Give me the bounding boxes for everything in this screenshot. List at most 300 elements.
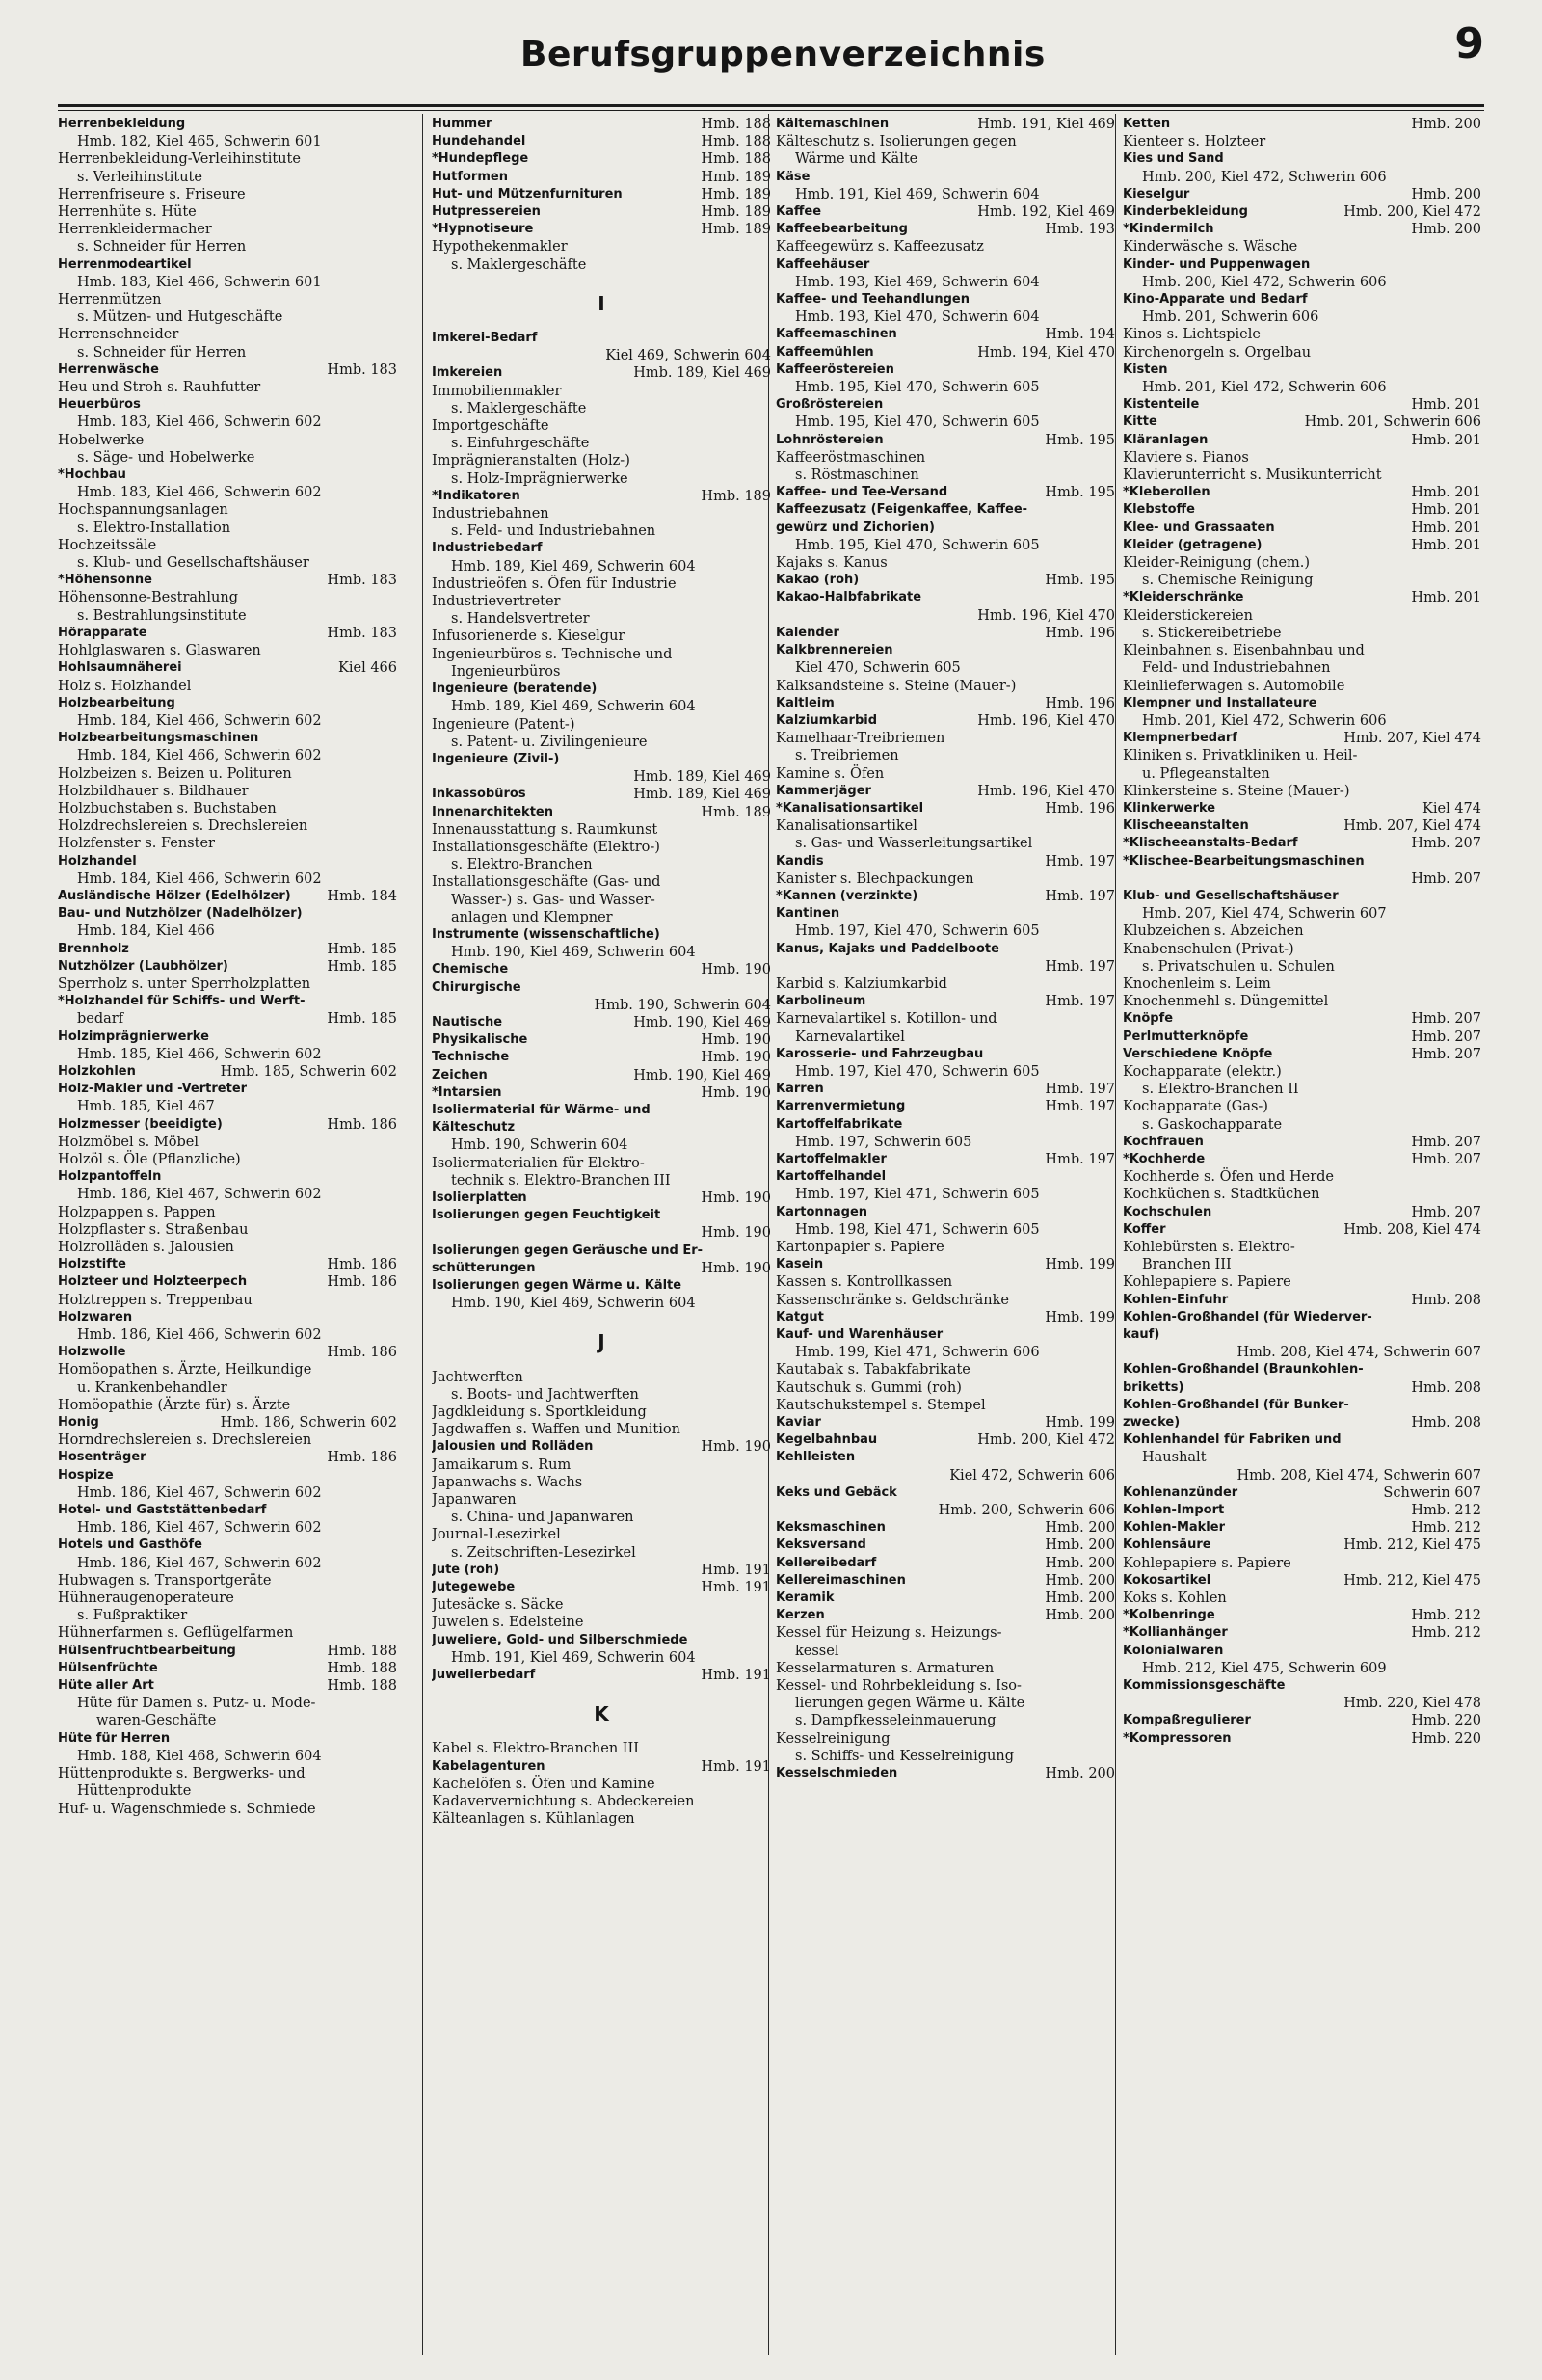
entry-reference: Hmb. 207 (1411, 1046, 1481, 1062)
directory-entry (58, 941, 397, 958)
entry-line: Hmb. 183, Kiel 466, Schwerin 601 (77, 274, 322, 290)
entry-reference: Hmb. 194 (1045, 327, 1115, 343)
entry-label: Perlmutterknöpfe (1123, 1029, 1249, 1044)
entry-reference: Hmb. 207 (1411, 1029, 1481, 1045)
entry-reference: Hmb. 185, Schwerin 602 (220, 1063, 397, 1080)
entry-heading: Kaffee- und Teehandlungen (776, 292, 970, 308)
entry-line: Kohlepapiere s. Papiere (1123, 1274, 1291, 1291)
entry-reference: Hmb. 201 (1411, 590, 1481, 606)
entry-line: Infusorienerde s. Kieselgur (432, 628, 625, 645)
entry-heading: Holzbearbeitungsmaschinen (58, 731, 259, 746)
entry-reference: Hmb. 200 (1045, 1608, 1115, 1624)
entry-heading: Industriebedarf (432, 541, 543, 556)
entry-label: Verschiedene Knöpfe (1123, 1046, 1273, 1061)
entry-reference: Hmb. 188 (701, 117, 771, 132)
directory-entry (1123, 116, 1481, 133)
directory-entry (776, 432, 1115, 449)
directory-entry (1123, 186, 1481, 203)
entry-heading: Kinder- und Puppenwagen (1123, 256, 1311, 272)
entry-label: Kaltleim (776, 695, 835, 710)
directory-entry (432, 1260, 771, 1277)
entry-line: Kinderwäsche s. Wäsche (1123, 239, 1298, 255)
entry-label: Hutformen (432, 169, 508, 184)
entry-line: Holzpflaster s. Straßenbau (58, 1221, 249, 1238)
directory-entry (1123, 1134, 1481, 1151)
entry-heading: Isolierungen gegen Feuchtigkeit (432, 1208, 661, 1223)
entry-heading: Kommissionsgeschäfte (1123, 1678, 1286, 1694)
entry-line: Herrenfriseure s. Friseure (58, 186, 246, 202)
entry-line: Industriebahnen (432, 506, 549, 522)
directory-entry (776, 203, 1115, 221)
entry-reference: Hmb. 183 (327, 361, 397, 378)
entry-line: Kleinlieferwagen s. Automobile (1123, 678, 1345, 694)
entry-label: Kältemaschinen (776, 117, 890, 131)
entry-heading: Herrenbekleidung (58, 117, 186, 131)
entry-heading: Juweliere, Gold- und Silberschmiede (432, 1632, 688, 1647)
entry-line: Holzrolläden s. Jalousien (58, 1240, 234, 1255)
entry-label: Holzwolle (58, 1345, 126, 1360)
entry-reference: Hmb. 212, Kiel 475 (1343, 1572, 1481, 1589)
entry-line: s. Elektro-Branchen II (1142, 1082, 1299, 1098)
entry-reference: Hmb. 197 (1045, 1151, 1115, 1167)
entry-reference: Hmb. 184 (327, 888, 397, 904)
directory-entry (58, 1116, 397, 1134)
directory-column-2 (432, 116, 771, 2352)
entry-line: Industrievertreter (432, 594, 561, 610)
entry-line: Holzdrechslereien s. Drechslereien (58, 818, 308, 835)
directory-entry (1123, 1151, 1481, 1168)
entry-label: Kaffeemaschinen (776, 327, 897, 342)
entry-reference: Hmb. 200 (1045, 1766, 1115, 1782)
entry-line: Kaffeeröstmaschinen (776, 449, 926, 466)
entry-line: Homöopathie (Ärzte für) s. Ärzte (58, 1397, 291, 1413)
entry-line: Hmb. 186, Kiel 466, Schwerin 602 (77, 1327, 322, 1344)
entry-line: waren-Geschäfte (96, 1713, 217, 1729)
entry-reference: Hmb. 200, Kiel 472 (1343, 204, 1481, 221)
entry-reference: Hmb. 189, Kiel 469 (633, 787, 771, 803)
entry-reference: Hmb. 189 (701, 804, 771, 820)
directory-entry (58, 1449, 397, 1466)
entry-line: s. Chemische Reinigung (1142, 573, 1314, 589)
entry-reference: Hmb. 196 (1045, 800, 1115, 816)
directory-entry (1123, 1204, 1481, 1221)
directory-entry (1123, 414, 1481, 431)
page-title: Berufsgruppenverzeichnis (520, 35, 1046, 74)
entry-line: Holzpappen s. Pappen (58, 1204, 216, 1220)
entry-line: Hmb. 201, Kiel 472, Schwerin 606 (1142, 712, 1387, 729)
entry-label: Kohlen-Einfuhr (1123, 1292, 1229, 1307)
entry-reference: Hmb. 191 (701, 1580, 771, 1596)
directory-entry (1123, 1046, 1481, 1063)
entry-heading: Bau- und Nutzhölzer (Nadelhölzer) (58, 906, 303, 922)
entry-line: Immobilienmakler (432, 383, 562, 399)
directory-entry (1123, 1624, 1481, 1642)
entry-line: technik s. Elektro-Branchen III (451, 1172, 671, 1189)
directory-entry (1123, 484, 1481, 501)
entry-line: Kadaververnichtung s. Abdeckereien (432, 1794, 695, 1810)
entry-line: Herrenmützen (58, 292, 162, 308)
entry-reference: Hmb. 191 (701, 1562, 771, 1578)
directory-entry (776, 1081, 1115, 1098)
entry-label: Lohnröstereien (776, 432, 884, 447)
entry-reference: Hmb. 197 (1045, 958, 1115, 975)
entry-label: Kammerjäger (776, 783, 871, 798)
entry-line: Kochküchen s. Stadtküchen (1123, 1187, 1320, 1203)
entry-label: Jalousien und Rolläden (432, 1439, 594, 1455)
entry-heading: Kaffeezusatz (Feigenkaffee, Kaffee- (776, 502, 1028, 518)
entry-label: *Kollianhänger (1123, 1625, 1228, 1641)
directory-entry (1123, 537, 1481, 554)
entry-line: Kälteanlagen s. Kühlanlagen (432, 1811, 635, 1828)
entry-heading: Kanus, Kajaks und Paddelboote (776, 941, 999, 956)
entry-heading: Kartoffelhandel (776, 1169, 887, 1185)
directory-entry (776, 695, 1115, 712)
entry-heading: Instrumente (wissenschaftliche) (432, 926, 660, 942)
entry-label: Klempnerbedarf (1123, 731, 1237, 746)
entry-line: Hmb. 201, Kiel 472, Schwerin 606 (1142, 380, 1387, 396)
directory-entry (432, 150, 771, 168)
entry-label: Physikalische (432, 1032, 528, 1048)
section-letter: I (598, 291, 605, 315)
entry-reference: Hmb. 212, Kiel 475 (1343, 1538, 1481, 1554)
directory-entry (776, 993, 1115, 1010)
entry-line: Herrenkleidermacher (58, 222, 212, 238)
entry-line: Holzfenster s. Fenster (58, 836, 215, 852)
entry-reference: Hmb. 201 (1411, 537, 1481, 553)
entry-label: bedarf (77, 1011, 124, 1028)
entry-line: Kiel 470, Schwerin 605 (795, 660, 961, 677)
entry-reference: Hmb. 188 (327, 1643, 397, 1659)
entry-heading: Hüte für Herren (58, 1730, 171, 1746)
entry-line: s. Schiffs- und Kesselreinigung (795, 1748, 1015, 1764)
entry-line: s. Schneider für Herren (77, 239, 247, 255)
entry-reference: Hmb. 185 (327, 1011, 397, 1028)
entry-line: Holzbuchstaben s. Buchstaben (58, 800, 277, 816)
entry-heading: *Holzhandel für Schiffs- und Werft- (58, 994, 306, 1009)
directory-entry (776, 888, 1115, 905)
entry-line: Installationsgeschäfte (Gas- und (432, 874, 661, 891)
entry-line: Kanister s. Blechpackungen (776, 870, 974, 887)
directory-entry (776, 1537, 1115, 1554)
directory-entry (58, 1414, 397, 1431)
directory-entry (1123, 1502, 1481, 1519)
directory-entry (1123, 432, 1481, 449)
entry-label: Kohlenanzünder (1123, 1484, 1238, 1500)
entry-reference: Hmb. 208, Kiel 474 (1343, 1221, 1481, 1238)
directory-entry (1123, 730, 1481, 747)
entry-line: Feld- und Industriebahnen (1142, 660, 1331, 677)
directory-entry (432, 804, 771, 821)
entry-heading: *Klischee-Bearbeitungsmaschinen (1123, 853, 1365, 869)
entry-label: Klee- und Grassaaten (1123, 520, 1275, 535)
entry-line: Kartonpapier s. Papiere (776, 1240, 944, 1255)
entry-heading: Kauf- und Warenhäuser (776, 1327, 944, 1343)
directory-entry (58, 958, 397, 976)
entry-line: Höhensonne-Bestrahlung (58, 590, 238, 606)
directory-entry (432, 1031, 771, 1049)
entry-label: Kitte (1123, 414, 1157, 430)
entry-reference: Kiel 469, Schwerin 604 (605, 348, 771, 364)
entry-line: Huf- u. Wagenschmiede s. Schmiede (58, 1801, 316, 1817)
entry-line: Hmb. 186, Kiel 467, Schwerin 602 (77, 1555, 322, 1571)
entry-line: Isoliermaterialien für Elektro- (432, 1155, 645, 1171)
directory-entry (58, 888, 397, 905)
directory-entry (1123, 520, 1481, 537)
entry-line: Hühneraugenoperateure (58, 1591, 234, 1607)
entry-reference: Hmb. 186 (327, 1257, 397, 1273)
entry-reference: Kiel 472, Schwerin 606 (949, 1467, 1115, 1484)
entry-heading: Kaffeehäuser (776, 256, 870, 272)
entry-reference: Hmb. 197 (1045, 1082, 1115, 1098)
entry-line: Hmb. 184, Kiel 466, Schwerin 602 (77, 748, 322, 764)
entry-label: *Klischeeanstalts-Bedarf (1123, 836, 1298, 851)
entry-reference: Hmb. 199 (1045, 1309, 1115, 1325)
entry-label: Kandis (776, 853, 824, 869)
entry-label: Chemische (432, 962, 509, 977)
entry-line: Knochenmehl s. Düngemittel (1123, 994, 1329, 1010)
entry-label: Honig (58, 1415, 99, 1431)
entry-label: Ketten (1123, 117, 1171, 131)
entry-heading: Kantinen (776, 906, 840, 922)
entry-heading: Kalkbrennereien (776, 643, 893, 658)
entry-reference: Hmb. 186 (327, 1450, 397, 1466)
entry-line: Hmb. 182, Kiel 465, Schwerin 601 (77, 134, 322, 150)
entry-label: Kerzen (776, 1608, 825, 1623)
entry-reference: Hmb. 186 (327, 1116, 397, 1133)
entry-label: Kohlensäure (1123, 1538, 1211, 1553)
entry-heading: Holzhandel (58, 853, 137, 869)
entry-label: Nautische (432, 1014, 503, 1030)
entry-reference: Hmb. 197 (1045, 1099, 1115, 1115)
entry-label: *Hypnotiseure (432, 222, 534, 237)
entry-label: Kochfrauen (1123, 1134, 1204, 1149)
entry-line: Koks s. Kohlen (1123, 1591, 1227, 1607)
entry-reference: Hmb. 197 (1045, 994, 1115, 1010)
entry-reference: Hmb. 183 (327, 625, 397, 641)
column-divider (422, 114, 423, 2355)
entry-reference: Hmb. 189, Kiel 469 (633, 769, 771, 786)
entry-line: s. Verleihinstitute (77, 169, 202, 185)
entry-heading: Herrenmodeartikel (58, 256, 192, 272)
directory-entry (1123, 1379, 1481, 1397)
entry-line: Hmb. 193, Kiel 469, Schwerin 604 (795, 274, 1040, 290)
entry-heading: gewürz und Zichorien) (776, 520, 935, 535)
entry-reference: Hmb. 189 (701, 186, 771, 202)
entry-label: *Kleiderschränke (1123, 590, 1244, 605)
entry-line: Hmb. 212, Kiel 475, Schwerin 609 (1142, 1660, 1387, 1676)
entry-label: Holzstifte (58, 1257, 126, 1272)
entry-line: s. Stickereibetriebe (1142, 625, 1282, 641)
entry-line: s. Maklergeschäfte (451, 256, 587, 273)
entry-line: u. Krankenbehandler (77, 1379, 227, 1396)
entry-line: Hmb. 183, Kiel 466, Schwerin 602 (77, 414, 322, 431)
directory-entry (432, 133, 771, 150)
entry-reference: Hmb. 207, Kiel 474 (1343, 818, 1481, 835)
entry-label: Kleider (getragene) (1123, 537, 1263, 552)
entry-heading: Holzpantoffeln (58, 1169, 162, 1185)
entry-line: Hmb. 189, Kiel 469, Schwerin 604 (451, 699, 696, 715)
directory-entry (776, 1309, 1115, 1326)
directory-entry (1123, 800, 1481, 817)
entry-line: Hmb. 195, Kiel 470, Schwerin 605 (795, 380, 1040, 396)
entry-reference: Hmb. 196, Kiel 470 (977, 783, 1115, 799)
directory-entry (432, 1049, 771, 1066)
directory-entry (1123, 1484, 1481, 1502)
directory-entry (432, 488, 771, 505)
entry-line: Kamelhaar-Treibriemen (776, 731, 945, 747)
directory-entry (432, 1084, 771, 1102)
directory-entry (58, 361, 397, 379)
entry-label: *Kompressoren (1123, 1730, 1232, 1746)
entry-label: *Höhensonne (58, 573, 152, 588)
directory-entry (1123, 1221, 1481, 1239)
entry-reference: Hmb. 201, Schwerin 606 (1304, 414, 1481, 431)
entry-reference: Schwerin 607 (1383, 1484, 1481, 1501)
entry-reference: Hmb. 200 (1411, 186, 1481, 202)
entry-line: s. Maklergeschäfte (451, 400, 587, 416)
entry-reference: Hmb. 190 (701, 1439, 771, 1456)
directory-entry (776, 1431, 1115, 1449)
entry-line: Hmb. 186, Kiel 467, Schwerin 602 (77, 1187, 322, 1203)
entry-reference: Hmb. 207 (1411, 1204, 1481, 1220)
directory-entry (1123, 835, 1481, 852)
directory-entry (432, 1758, 771, 1776)
entry-label: Zeichen (432, 1067, 488, 1083)
entry-line: Holzöl s. Öle (Pflanzliche) (58, 1151, 241, 1167)
entry-reference: Hmb. 189 (701, 488, 771, 504)
entry-heading: *Hochbau (58, 468, 126, 483)
directory-entry (1123, 589, 1481, 606)
entry-reference: Hmb. 189 (701, 169, 771, 185)
entry-label: Kalziumkarbid (776, 712, 878, 728)
entry-label: Innenarchitekten (432, 804, 553, 819)
entry-reference: Hmb. 190 (701, 1084, 771, 1101)
entry-label: Kegelbahnbau (776, 1432, 878, 1448)
entry-heading: Kartoffelfabrikate (776, 1116, 903, 1132)
entry-reference: Hmb. 188 (327, 1660, 397, 1676)
entry-line: Jutesäcke s. Säcke (432, 1597, 564, 1614)
entry-label: *Kindermilch (1123, 222, 1214, 237)
entry-line: Hmb. 207, Kiel 474, Schwerin 607 (1142, 906, 1387, 923)
entry-heading: Kisten (1123, 361, 1168, 377)
entry-line: Kesselreinigung (776, 1730, 891, 1747)
entry-reference: Kiel 466 (338, 660, 397, 677)
entry-line: Haushalt (1142, 1450, 1207, 1466)
entry-line: s. Klub- und Gesellschaftshäuser (77, 555, 309, 572)
directory-entry (1123, 1010, 1481, 1028)
entry-label: Hülsenfruchtbearbeitung (58, 1643, 236, 1658)
entry-line: Heu und Stroh s. Rauhfutter (58, 380, 261, 396)
entry-heading: Klub- und Gesellschaftshäuser (1123, 888, 1339, 903)
entry-reference: Hmb. 200 (1045, 1591, 1115, 1607)
entry-label: Klischeeanstalten (1123, 818, 1249, 834)
entry-line: Kautschukstempel s. Stempel (776, 1397, 986, 1413)
entry-line: Branchen III (1142, 1257, 1232, 1273)
entry-line: Kleider-Reinigung (chem.) (1123, 555, 1311, 572)
entry-line: Hypothekenmakler (432, 239, 568, 255)
entry-label: Jute (roh) (432, 1562, 500, 1577)
entry-heading: Kohlen-Großhandel (für Bunker- (1123, 1397, 1349, 1412)
entry-heading: Holzbearbeitung (58, 695, 175, 710)
entry-reference: Hmb. 188 (701, 134, 771, 150)
directory-entry (776, 1414, 1115, 1431)
entry-line: Kautschuk s. Gummi (roh) (776, 1379, 962, 1396)
entry-label: Katgut (776, 1309, 824, 1324)
directory-entry (1123, 1029, 1481, 1046)
entry-line: Herrenschneider (58, 327, 179, 343)
entry-line: Hmb. 200, Kiel 472, Schwerin 606 (1142, 169, 1387, 185)
entry-line: s. China- und Japanwaren (451, 1510, 634, 1526)
column-divider (1115, 114, 1116, 2355)
entry-reference: Hmb. 220 (1411, 1730, 1481, 1747)
entry-label: schütterungen (432, 1260, 536, 1275)
directory-entry (776, 1256, 1115, 1273)
directory-column-1 (58, 116, 397, 2352)
entry-reference: Hmb. 208, Kiel 474, Schwerin 607 (1236, 1467, 1481, 1484)
entry-line: Kalksandsteine s. Steine (Mauer-) (776, 678, 1017, 694)
directory-entry (58, 1256, 397, 1273)
entry-reference: Hmb. 208, Kiel 474, Schwerin 607 (1236, 1345, 1481, 1361)
entry-line: Ingenieurbüros (451, 663, 561, 680)
entry-heading: Hotels und Gasthöfe (58, 1538, 202, 1553)
entry-line: Hmb. 184, Kiel 466, Schwerin 602 (77, 870, 322, 887)
entry-line: Holzbeizen s. Beizen u. Polituren (58, 765, 292, 782)
entry-label: Inkassobüros (432, 787, 526, 802)
directory-entry (432, 169, 771, 186)
entry-line: Kajaks s. Kanus (776, 555, 888, 572)
entry-reference: Hmb. 190, Kiel 469 (633, 1067, 771, 1083)
entry-line: Klubzeichen s. Abzeichen (1123, 923, 1304, 940)
entry-line: Ingenieure (Patent-) (432, 716, 575, 733)
entry-label: Hundehandel (432, 134, 526, 149)
entry-reference: Hmb. 201 (1411, 520, 1481, 536)
entry-line: Hmb. 185, Kiel 466, Schwerin 602 (77, 1046, 322, 1062)
entry-reference: Hmb. 186 (327, 1274, 397, 1291)
entry-line: Kassen s. Kontrollkassen (776, 1274, 953, 1291)
entry-label: Ausländische Hölzer (Edelhölzer) (58, 888, 291, 903)
entry-heading: Kohlenhandel für Fabriken und (1123, 1432, 1342, 1448)
directory-entry (1123, 1519, 1481, 1537)
entry-reference: Hmb. 193 (1045, 222, 1115, 238)
entry-line: Kochapparate (Gas-) (1123, 1099, 1268, 1115)
directory-entry (432, 1667, 771, 1684)
entry-line: kessel (795, 1643, 839, 1659)
entry-line: Hochspannungsanlagen (58, 502, 228, 519)
entry-line: Holz s. Holzhandel (58, 678, 192, 694)
entry-reference: Kiel 474 (1422, 800, 1481, 816)
directory-entry (776, 712, 1115, 730)
entry-reference: Hmb. 207 (1411, 870, 1481, 887)
entry-reference: Hmb. 196 (1045, 625, 1115, 641)
entry-line: Jagdwaffen s. Waffen und Munition (432, 1422, 680, 1438)
entry-reference: Hmb. 201 (1411, 397, 1481, 414)
directory-entry (776, 1607, 1115, 1624)
entry-reference: Hmb. 196 (1045, 695, 1115, 711)
entry-heading: Kolonialwaren (1123, 1643, 1224, 1658)
entry-line: u. Pflegeanstalten (1142, 765, 1270, 782)
entry-line: Homöopathen s. Ärzte, Heilkundige (58, 1362, 312, 1378)
directory-entry (776, 1590, 1115, 1607)
entry-label: Kaffeemühlen (776, 344, 874, 360)
entry-reference: Hmb. 185 (327, 958, 397, 975)
entry-label: *Intarsien (432, 1084, 502, 1100)
entry-line: Karnevalartikel (795, 1029, 905, 1045)
directory-entry (1123, 1730, 1481, 1748)
entry-heading: Heuerbüros (58, 397, 141, 413)
directory-entry (1123, 1292, 1481, 1309)
entry-line: Innenausstattung s. Raumkunst (432, 821, 658, 838)
entry-label: Kochschulen (1123, 1204, 1212, 1219)
